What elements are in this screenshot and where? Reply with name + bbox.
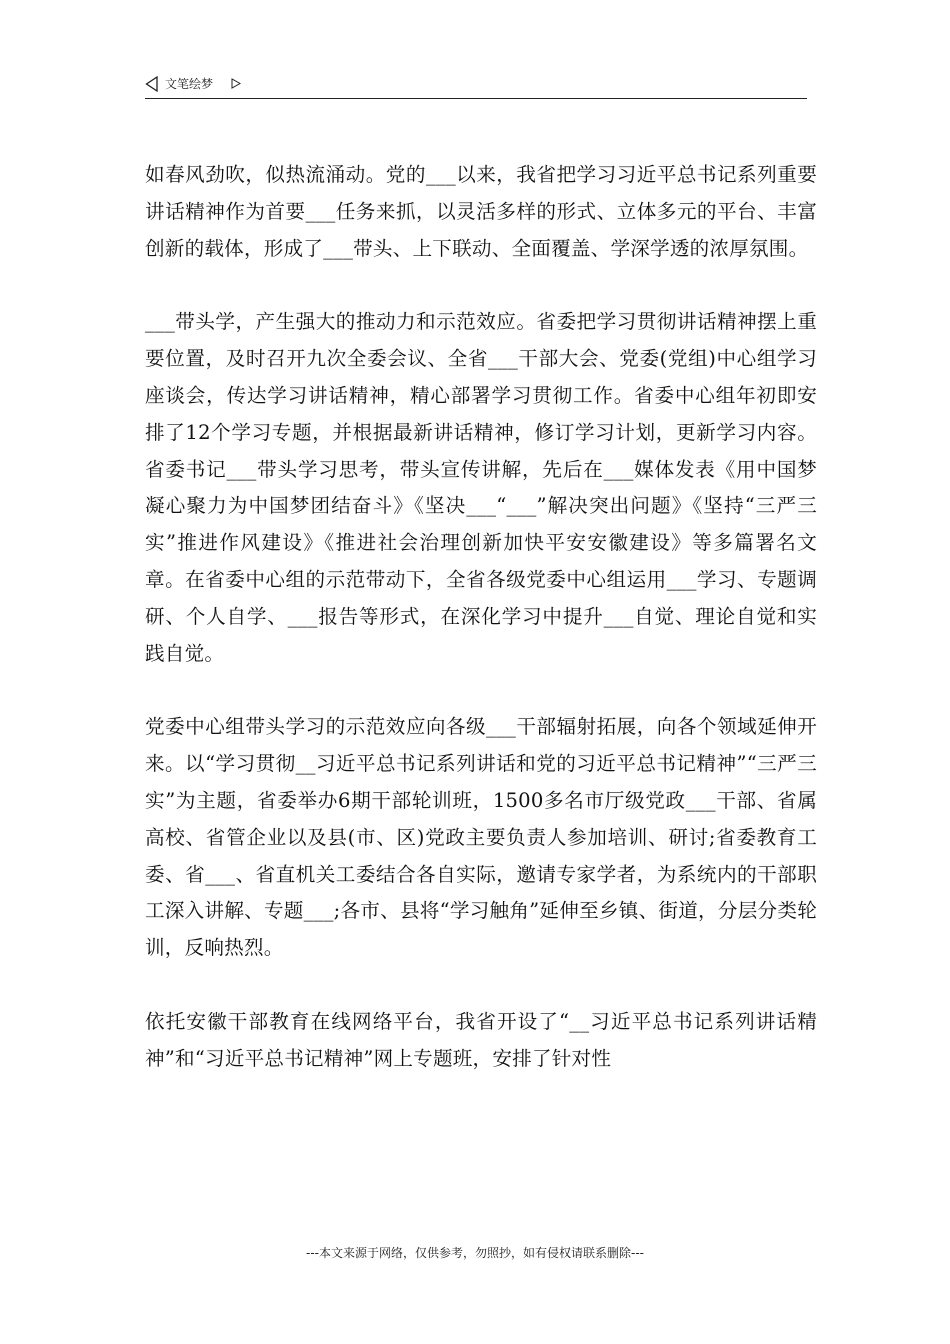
paragraph-4: 依托安徽干部教育在线网络平台，我省开设了“__习近平总书记系列讲话精神”和“习近平总书记精神”网上专题班，安排了针对性 [145, 1009, 817, 1070]
document-body [145, 157, 817, 1115]
paragraph-2: ___带头学，产生强大的推动力和示范效应。省委把学习贯彻讲话精神摆上重要位置，及时召开九次全委会议、全省___干部大会、党委(党组)中心组学习座谈会，传达学习讲话精神，精心部署学习贯彻工作。省委中心组年初即安排了12个学习专题，并根据最新讲话精神，修订学习计划，更新学习内容。省委书记___带头学习思考，带头宣传讲解，先后在___媒体发表《用中国梦凝心聚力为中国梦团结奋斗》《坚决___“___”解决突出问题》《坚持“三严三实”推进作风建设》《推进社会治理创新加快平安安徽建设》等多篇署名文章。在省委中心组的示范带动下，全省各级党委中心组运用___学习、专题调研、个人自学、___报告等形式，在深化学习中提升___自觉、理论自觉和实践自觉。 [145, 310, 817, 665]
triangle-right-outline-icon [231, 78, 241, 89]
page-footer: ---本文来源于网络，仅供参考，勿照抄，如有侵权请联系删除--- [306, 1246, 644, 1260]
paragraph-3: 党委中心组带头学习的示范效应向各级___干部辐射拓展，向各个领域延伸开来。以“学习贯彻__习近平总书记系列讲话和党的习近平总书记精神”“三严三实”为主题，省委举办6期干部轮训班，1500多名市厅级党政___干部、省属高校、省管企业以及县(市、区)党政主要负责人参加培训、研讨;省委教育工委、省___、省直机关工委结合各自实际，邀请专家学者，为系统内的干部职工深入讲解、专题___;各市、县将“学习触角”延伸至乡镇、街道，分层分类轮训，反响热烈。 [145, 715, 817, 960]
paragraph-1: 如春风劲吹，似热流涌动。党的___以来，我省把学习习近平总书记系列重要讲话精神作为首要___任务来抓，以灵活多样的形式、立体多元的平台、丰富创新的载体，形成了___带头、上下联动、全面覆盖、学深学透的浓厚氛围。 [145, 163, 817, 260]
page-header [145, 74, 807, 99]
triangle-left-outline-icon [145, 76, 159, 92]
header-title: 文笔绘梦 [165, 77, 214, 91]
